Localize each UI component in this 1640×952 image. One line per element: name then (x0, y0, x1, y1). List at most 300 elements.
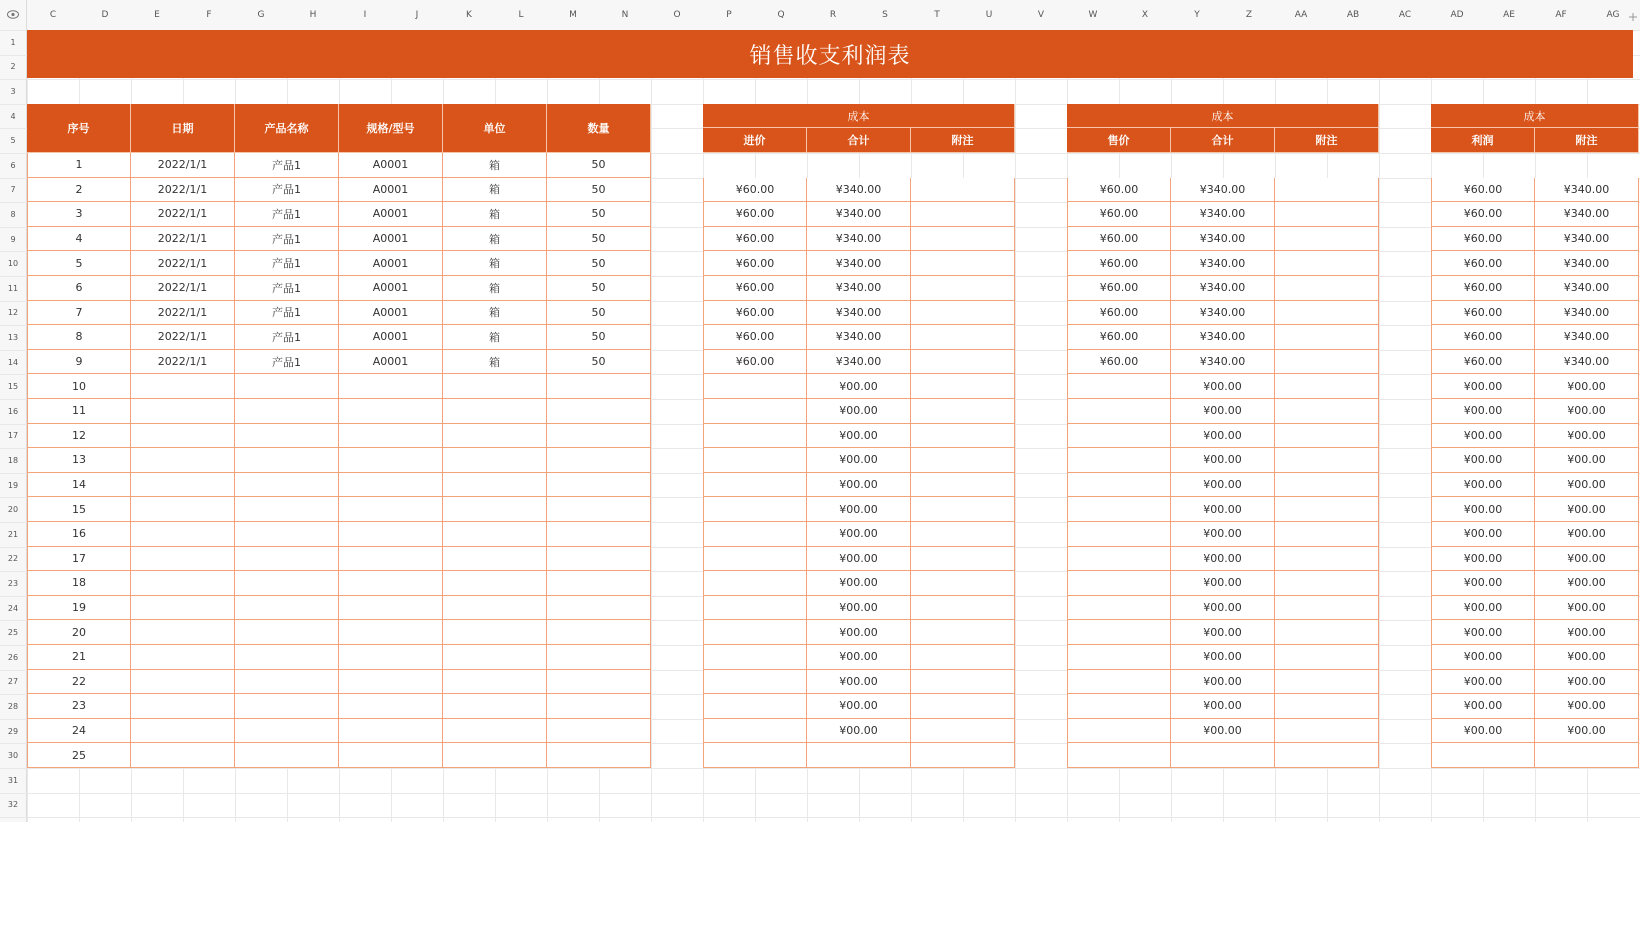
sale-price-table-cell[interactable] (1067, 571, 1171, 596)
sales-table-cell[interactable]: 9 (27, 350, 131, 375)
cost-table-cell[interactable] (703, 620, 807, 645)
cost-table-cell[interactable] (911, 301, 1015, 326)
sales-table-cell[interactable]: A0001 (339, 227, 443, 252)
sales-table-cell[interactable]: 箱 (443, 202, 547, 227)
sale-price-table-cell[interactable]: ¥340.00 (1171, 178, 1275, 203)
row-header-29[interactable]: 29 (7, 726, 19, 736)
sale-price-table-cell[interactable] (1275, 202, 1379, 227)
sale-price-table-cell[interactable]: ¥00.00 (1171, 571, 1275, 596)
row-header-28[interactable]: 28 (7, 701, 19, 711)
sale-price-table-cell[interactable]: ¥60.00 (1067, 202, 1171, 227)
sale-price-table-cell[interactable] (1275, 670, 1379, 695)
sales-table-cell[interactable] (235, 399, 339, 424)
sales-table-cell[interactable] (131, 497, 235, 522)
profit-table-cell[interactable]: ¥60.00 (1431, 350, 1535, 375)
sales-table-cell[interactable] (339, 399, 443, 424)
sales-table-cell[interactable] (235, 547, 339, 572)
sales-table-header-4[interactable]: 规格/型号 (339, 104, 443, 153)
sale-price-table-cell[interactable]: ¥00.00 (1171, 596, 1275, 621)
profit-table-cell[interactable]: ¥00.00 (1535, 374, 1639, 399)
sales-table-cell[interactable]: 产品1 (235, 202, 339, 227)
sales-table-cell[interactable] (339, 547, 443, 572)
row-header-3[interactable]: 3 (10, 86, 16, 96)
sale-price-table-cell[interactable] (1275, 399, 1379, 424)
sales-table-cell[interactable] (443, 719, 547, 744)
profit-table-cell[interactable]: ¥60.00 (1431, 202, 1535, 227)
sales-table-cell[interactable]: 产品1 (235, 301, 339, 326)
sale-price-table-cell[interactable] (1067, 645, 1171, 670)
sales-table-cell[interactable]: A0001 (339, 301, 443, 326)
sale-price-table-cell[interactable] (1275, 251, 1379, 276)
cost-table-cell[interactable]: ¥60.00 (703, 301, 807, 326)
cost-table-cell[interactable]: ¥00.00 (807, 719, 911, 744)
sales-table-cell[interactable] (443, 374, 547, 399)
profit-table-header-1[interactable]: 利润 (1431, 128, 1535, 153)
sale-price-table-cell[interactable] (1275, 522, 1379, 547)
sales-table-cell[interactable]: 23 (27, 694, 131, 719)
sales-table-cell[interactable]: 12 (27, 424, 131, 449)
profit-table-cell[interactable]: ¥00.00 (1535, 620, 1639, 645)
sales-table-cell[interactable] (131, 424, 235, 449)
sale-price-table-header-3[interactable]: 附注 (1275, 128, 1379, 153)
profit-table-cell[interactable]: ¥00.00 (1431, 374, 1535, 399)
sales-table-cell[interactable]: 8 (27, 325, 131, 350)
cost-table-cell[interactable] (911, 448, 1015, 473)
cost-table-cell[interactable] (911, 719, 1015, 744)
cost-table-cell[interactable] (911, 424, 1015, 449)
column-header-x[interactable]: X (1141, 10, 1149, 20)
sales-table-header-5[interactable]: 单位 (443, 104, 547, 153)
sale-price-table-cell[interactable] (1275, 743, 1379, 768)
cost-table-cell[interactable] (911, 522, 1015, 547)
column-header-d[interactable]: D (101, 10, 109, 20)
cost-table-cell[interactable] (911, 620, 1015, 645)
column-header-f[interactable]: F (206, 10, 212, 20)
sales-table-header-2[interactable]: 日期 (131, 104, 235, 153)
column-header-l[interactable]: L (518, 10, 524, 20)
sales-table-cell[interactable] (443, 670, 547, 695)
row-header-9[interactable]: 9 (10, 234, 16, 244)
row-header-26[interactable]: 26 (7, 652, 19, 662)
column-header-q[interactable]: Q (777, 10, 785, 20)
sales-table-cell[interactable] (443, 571, 547, 596)
sales-table-cell[interactable]: 50 (547, 325, 651, 350)
column-header-z[interactable]: Z (1245, 10, 1253, 20)
sales-table-cell[interactable]: 3 (27, 202, 131, 227)
sales-table-cell[interactable] (547, 547, 651, 572)
profit-table-cell[interactable]: ¥00.00 (1431, 497, 1535, 522)
sales-table-cell[interactable]: 21 (27, 645, 131, 670)
profit-table-cell[interactable]: ¥340.00 (1535, 325, 1639, 350)
cost-table-cell[interactable] (703, 670, 807, 695)
sales-table-cell[interactable] (235, 596, 339, 621)
sales-table-cell[interactable] (547, 719, 651, 744)
cost-table-cell[interactable] (911, 694, 1015, 719)
sales-table-cell[interactable]: 产品1 (235, 276, 339, 301)
profit-table-cell[interactable]: ¥340.00 (1535, 202, 1639, 227)
row-header-8[interactable]: 8 (10, 209, 16, 219)
sales-table-cell[interactable] (547, 645, 651, 670)
profit-table-cell[interactable]: ¥60.00 (1431, 227, 1535, 252)
sales-table-cell[interactable] (131, 620, 235, 645)
cost-table-cell[interactable] (703, 694, 807, 719)
sales-table-cell[interactable] (339, 719, 443, 744)
sales-table-cell[interactable]: 22 (27, 670, 131, 695)
sale-price-table-cell[interactable] (1067, 743, 1171, 768)
profit-table-cell[interactable]: ¥00.00 (1431, 620, 1535, 645)
cost-table-cell[interactable] (911, 202, 1015, 227)
sales-table-cell[interactable] (443, 497, 547, 522)
profit-table-cell[interactable]: ¥00.00 (1431, 399, 1535, 424)
sales-table-cell[interactable]: 2022/1/1 (131, 301, 235, 326)
column-header-h[interactable]: H (309, 10, 317, 20)
sales-table-cell[interactable] (339, 448, 443, 473)
sales-table-cell[interactable]: 25 (27, 743, 131, 768)
profit-table-cell[interactable]: ¥00.00 (1431, 448, 1535, 473)
sale-price-table-cell[interactable]: ¥00.00 (1171, 399, 1275, 424)
profit-table-cell[interactable]: ¥00.00 (1431, 694, 1535, 719)
sale-price-table-cell[interactable]: ¥00.00 (1171, 424, 1275, 449)
sales-table-cell[interactable]: 2022/1/1 (131, 153, 235, 178)
sale-price-table-cell[interactable] (1275, 571, 1379, 596)
profit-table-cell[interactable]: ¥00.00 (1431, 670, 1535, 695)
cost-table-cell[interactable]: ¥00.00 (807, 694, 911, 719)
sales-table-cell[interactable] (235, 374, 339, 399)
cost-table-cell[interactable]: ¥340.00 (807, 301, 911, 326)
sales-table-cell[interactable]: 产品1 (235, 325, 339, 350)
row-header-12[interactable]: 12 (7, 308, 19, 318)
row-header-5[interactable]: 5 (10, 136, 16, 146)
sales-table-cell[interactable] (339, 645, 443, 670)
sale-price-table-cell[interactable] (1067, 399, 1171, 424)
cost-table-cell[interactable]: ¥00.00 (807, 547, 911, 572)
row-header-22[interactable]: 22 (7, 554, 19, 564)
row-header-31[interactable]: 31 (7, 775, 19, 785)
sale-price-table-cell[interactable] (1275, 547, 1379, 572)
sales-table-cell[interactable] (131, 743, 235, 768)
sales-table-cell[interactable] (235, 473, 339, 498)
sale-price-table-cell[interactable] (1275, 497, 1379, 522)
profit-table-cell[interactable]: ¥00.00 (1431, 571, 1535, 596)
column-header-y[interactable]: Y (1194, 10, 1200, 20)
sales-table-cell[interactable] (547, 620, 651, 645)
row-header-24[interactable]: 24 (7, 603, 19, 613)
cost-table-cell[interactable] (807, 743, 911, 768)
profit-table-cell[interactable]: ¥60.00 (1431, 325, 1535, 350)
profit-table-cell[interactable]: ¥00.00 (1535, 522, 1639, 547)
sales-table-header-1[interactable]: 序号 (27, 104, 131, 153)
sales-table-cell[interactable] (443, 473, 547, 498)
sales-table-cell[interactable]: 50 (547, 350, 651, 375)
column-header-o[interactable]: O (673, 10, 681, 20)
sales-table-cell[interactable] (443, 424, 547, 449)
sales-table-cell[interactable] (443, 448, 547, 473)
sales-table-cell[interactable]: 13 (27, 448, 131, 473)
sales-table-cell[interactable] (547, 596, 651, 621)
sale-price-table-header-1[interactable]: 售价 (1067, 128, 1171, 153)
sales-table-cell[interactable]: 6 (27, 276, 131, 301)
profit-table-cell[interactable]: ¥00.00 (1535, 571, 1639, 596)
sales-table-cell[interactable] (235, 424, 339, 449)
cost-table-cell[interactable]: ¥340.00 (807, 276, 911, 301)
profit-table-cell[interactable]: ¥00.00 (1535, 497, 1639, 522)
sales-table-cell[interactable] (547, 670, 651, 695)
sales-table-cell[interactable]: 2022/1/1 (131, 251, 235, 276)
cost-table-cell[interactable]: ¥00.00 (807, 670, 911, 695)
sale-price-table-cell[interactable]: ¥60.00 (1067, 301, 1171, 326)
sales-table-cell[interactable]: A0001 (339, 350, 443, 375)
sales-table-cell[interactable] (339, 670, 443, 695)
row-header-16[interactable]: 16 (7, 406, 19, 416)
sales-table-cell[interactable] (547, 522, 651, 547)
cost-table-cell[interactable]: ¥00.00 (807, 424, 911, 449)
sales-table-cell[interactable] (235, 448, 339, 473)
profit-table-cell[interactable]: ¥340.00 (1535, 227, 1639, 252)
sales-table-cell[interactable]: 产品1 (235, 251, 339, 276)
cost-table-cell[interactable] (703, 473, 807, 498)
sales-table-cell[interactable] (131, 399, 235, 424)
row-header-2[interactable]: 2 (10, 62, 16, 72)
sales-table-cell[interactable] (443, 620, 547, 645)
sheet-title[interactable]: 销售收支利润表 (27, 30, 1633, 78)
cost-table-cell[interactable] (703, 374, 807, 399)
sales-table-cell[interactable]: 50 (547, 251, 651, 276)
sales-table-cell[interactable] (131, 571, 235, 596)
sales-table-cell[interactable]: 箱 (443, 325, 547, 350)
sales-table-cell[interactable] (131, 547, 235, 572)
sale-price-table-cell[interactable]: ¥00.00 (1171, 374, 1275, 399)
cost-table-cell[interactable] (911, 596, 1015, 621)
sales-table-cell[interactable]: A0001 (339, 251, 443, 276)
column-header-c[interactable]: C (49, 10, 57, 20)
cost-table-cell[interactable] (703, 596, 807, 621)
sales-table-cell[interactable] (443, 694, 547, 719)
sale-price-table-cell[interactable]: ¥60.00 (1067, 350, 1171, 375)
row-header-20[interactable]: 20 (7, 505, 19, 515)
sale-price-table-cell[interactable]: ¥60.00 (1067, 276, 1171, 301)
sales-table-cell[interactable]: 2022/1/1 (131, 178, 235, 203)
sales-table-cell[interactable] (443, 743, 547, 768)
sale-price-table-cell[interactable] (1067, 448, 1171, 473)
sale-price-table-cell[interactable] (1171, 743, 1275, 768)
cost-table-cell[interactable] (911, 227, 1015, 252)
sale-price-table-cell[interactable] (1067, 547, 1171, 572)
sale-price-table-cell[interactable]: ¥00.00 (1171, 694, 1275, 719)
profit-table-cell[interactable]: ¥00.00 (1535, 596, 1639, 621)
cost-table-cell[interactable] (703, 547, 807, 572)
profit-table-cell[interactable]: ¥60.00 (1431, 251, 1535, 276)
sales-table-cell[interactable]: 18 (27, 571, 131, 596)
row-header-11[interactable]: 11 (7, 283, 19, 293)
sale-price-table-header-2[interactable]: 合计 (1171, 128, 1275, 153)
cost-table-cell[interactable]: ¥00.00 (807, 399, 911, 424)
sales-table-cell[interactable] (339, 694, 443, 719)
sales-table-cell[interactable]: 7 (27, 301, 131, 326)
cost-table-cell[interactable]: ¥60.00 (703, 350, 807, 375)
cost-table-cell[interactable] (703, 399, 807, 424)
sales-table-cell[interactable]: A0001 (339, 276, 443, 301)
row-header-6[interactable]: 6 (10, 160, 16, 170)
profit-table-cell[interactable]: ¥00.00 (1535, 547, 1639, 572)
cost-table-cell[interactable] (911, 251, 1015, 276)
column-header-u[interactable]: U (985, 10, 993, 20)
row-header-30[interactable]: 30 (7, 751, 19, 761)
sale-price-table-cell[interactable]: ¥60.00 (1067, 325, 1171, 350)
profit-table-cell[interactable]: ¥60.00 (1431, 301, 1535, 326)
sale-price-table-cell[interactable]: ¥00.00 (1171, 448, 1275, 473)
sales-table-cell[interactable]: 2022/1/1 (131, 350, 235, 375)
profit-table-cell[interactable]: ¥00.00 (1431, 645, 1535, 670)
column-header-s[interactable]: S (882, 10, 888, 20)
cost-table-cell[interactable] (911, 325, 1015, 350)
profit-table-cell[interactable] (1535, 743, 1639, 768)
column-header-aa[interactable]: AA (1294, 10, 1308, 20)
sales-table-cell[interactable] (339, 424, 443, 449)
sale-price-table-cell[interactable] (1275, 178, 1379, 203)
sale-price-table-cell[interactable] (1067, 620, 1171, 645)
sales-table-header-3[interactable]: 产品名称 (235, 104, 339, 153)
sales-table-cell[interactable]: 箱 (443, 178, 547, 203)
cost-table-cell[interactable]: ¥00.00 (807, 374, 911, 399)
sale-price-table-cell[interactable]: ¥340.00 (1171, 251, 1275, 276)
sales-table-cell[interactable]: A0001 (339, 178, 443, 203)
profit-table-cell[interactable]: ¥00.00 (1431, 473, 1535, 498)
sales-table-cell[interactable]: 产品1 (235, 227, 339, 252)
sales-table-cell[interactable] (339, 374, 443, 399)
sale-price-table-cell[interactable] (1067, 719, 1171, 744)
sale-price-table-cell[interactable]: ¥00.00 (1171, 645, 1275, 670)
column-header-g[interactable]: G (257, 10, 265, 20)
column-header-w[interactable]: W (1088, 10, 1098, 20)
column-header-v[interactable]: V (1037, 10, 1045, 20)
sale-price-table-cell[interactable]: ¥60.00 (1067, 227, 1171, 252)
cost-table-cell[interactable]: ¥340.00 (807, 325, 911, 350)
cost-table-cell[interactable] (703, 522, 807, 547)
sale-price-table-cell[interactable] (1275, 694, 1379, 719)
column-header-n[interactable]: N (621, 10, 629, 20)
cost-table-cell[interactable] (911, 547, 1015, 572)
cost-table-cell[interactable]: ¥340.00 (807, 227, 911, 252)
sale-price-table-cell[interactable]: ¥60.00 (1067, 251, 1171, 276)
cost-table-cell[interactable]: ¥340.00 (807, 178, 911, 203)
sales-table-cell[interactable] (339, 571, 443, 596)
profit-table-cell[interactable]: ¥00.00 (1431, 547, 1535, 572)
sales-table-cell[interactable] (131, 719, 235, 744)
row-header-32[interactable]: 32 (7, 800, 19, 810)
cost-table-cell[interactable]: ¥00.00 (807, 620, 911, 645)
sales-table-cell[interactable] (443, 645, 547, 670)
sale-price-table-cell[interactable]: ¥340.00 (1171, 350, 1275, 375)
profit-table-header-2[interactable]: 附注 (1535, 128, 1639, 153)
sale-price-table-cell[interactable]: ¥60.00 (1067, 178, 1171, 203)
sales-table-header-6[interactable]: 数量 (547, 104, 651, 153)
sales-table-cell[interactable]: 11 (27, 399, 131, 424)
cost-table-header-3[interactable]: 附注 (911, 128, 1015, 153)
row-header-14[interactable]: 14 (7, 357, 19, 367)
cost-table-cell[interactable] (911, 276, 1015, 301)
sales-table-cell[interactable] (443, 522, 547, 547)
sales-table-cell[interactable] (339, 596, 443, 621)
sales-table-cell[interactable] (131, 645, 235, 670)
row-header-27[interactable]: 27 (7, 677, 19, 687)
sales-table-cell[interactable] (235, 670, 339, 695)
sales-table-cell[interactable] (235, 743, 339, 768)
cost-table-cell[interactable]: ¥60.00 (703, 227, 807, 252)
row-header-19[interactable]: 19 (7, 480, 19, 490)
sales-table-cell[interactable]: 50 (547, 301, 651, 326)
profit-table-cell[interactable]: ¥00.00 (1535, 448, 1639, 473)
sale-price-table-cell[interactable] (1275, 596, 1379, 621)
column-header-r[interactable]: R (829, 10, 837, 20)
sales-table-cell[interactable] (131, 694, 235, 719)
sale-price-table-cell[interactable] (1067, 374, 1171, 399)
profit-table-cell[interactable]: ¥00.00 (1535, 399, 1639, 424)
cost-table-cell[interactable]: ¥00.00 (807, 571, 911, 596)
sales-table-cell[interactable]: 箱 (443, 350, 547, 375)
sales-table-cell[interactable] (235, 694, 339, 719)
cost-table-cell[interactable]: ¥00.00 (807, 448, 911, 473)
profit-table-cell[interactable]: ¥60.00 (1431, 276, 1535, 301)
row-header-15[interactable]: 15 (7, 382, 19, 392)
profit-table-cell[interactable]: ¥340.00 (1535, 301, 1639, 326)
profit-table-cell[interactable]: ¥00.00 (1535, 694, 1639, 719)
sale-price-table-cell[interactable] (1275, 325, 1379, 350)
sales-table-cell[interactable] (547, 374, 651, 399)
cost-table-cell[interactable] (703, 571, 807, 596)
sales-table-cell[interactable] (235, 645, 339, 670)
sales-table-cell[interactable]: 2 (27, 178, 131, 203)
cost-table-cell[interactable] (703, 497, 807, 522)
sales-table-cell[interactable] (131, 473, 235, 498)
sale-price-table-cell[interactable]: ¥00.00 (1171, 670, 1275, 695)
sale-price-table-cell[interactable]: ¥340.00 (1171, 276, 1275, 301)
cost-table-cell[interactable]: ¥60.00 (703, 251, 807, 276)
profit-table-cell[interactable]: ¥00.00 (1431, 424, 1535, 449)
sale-price-table-cell[interactable] (1275, 645, 1379, 670)
sales-table-cell[interactable] (443, 547, 547, 572)
sales-table-cell[interactable] (131, 374, 235, 399)
sale-price-table-cell[interactable]: ¥340.00 (1171, 227, 1275, 252)
column-header-k[interactable]: K (466, 10, 472, 20)
sales-table-cell[interactable]: 产品1 (235, 153, 339, 178)
sale-price-table-cell[interactable] (1067, 473, 1171, 498)
cost-table-cell[interactable] (703, 719, 807, 744)
cost-table-cell[interactable]: ¥340.00 (807, 350, 911, 375)
sales-table-cell[interactable] (235, 497, 339, 522)
sales-table-cell[interactable] (339, 522, 443, 547)
sales-table-cell[interactable]: 箱 (443, 301, 547, 326)
sales-table-cell[interactable] (339, 497, 443, 522)
sales-table-cell[interactable] (131, 670, 235, 695)
sales-table-cell[interactable] (443, 596, 547, 621)
cost-table-header-1[interactable]: 进价 (703, 128, 807, 153)
profit-table-cell[interactable]: ¥340.00 (1535, 350, 1639, 375)
sales-table-cell[interactable]: 箱 (443, 251, 547, 276)
cost-table-cell[interactable]: ¥00.00 (807, 473, 911, 498)
sales-table-cell[interactable] (339, 620, 443, 645)
sales-table-cell[interactable]: 50 (547, 227, 651, 252)
sales-table-cell[interactable] (547, 424, 651, 449)
sales-table-cell[interactable] (131, 596, 235, 621)
sale-price-table-cell[interactable] (1067, 522, 1171, 547)
column-header-e[interactable]: E (154, 10, 160, 20)
cost-table-cell[interactable] (703, 448, 807, 473)
sales-table-cell[interactable]: 10 (27, 374, 131, 399)
cost-table-cell[interactable] (911, 670, 1015, 695)
sales-table-cell[interactable]: 14 (27, 473, 131, 498)
cost-table-cell[interactable] (703, 645, 807, 670)
sales-table-cell[interactable] (235, 719, 339, 744)
